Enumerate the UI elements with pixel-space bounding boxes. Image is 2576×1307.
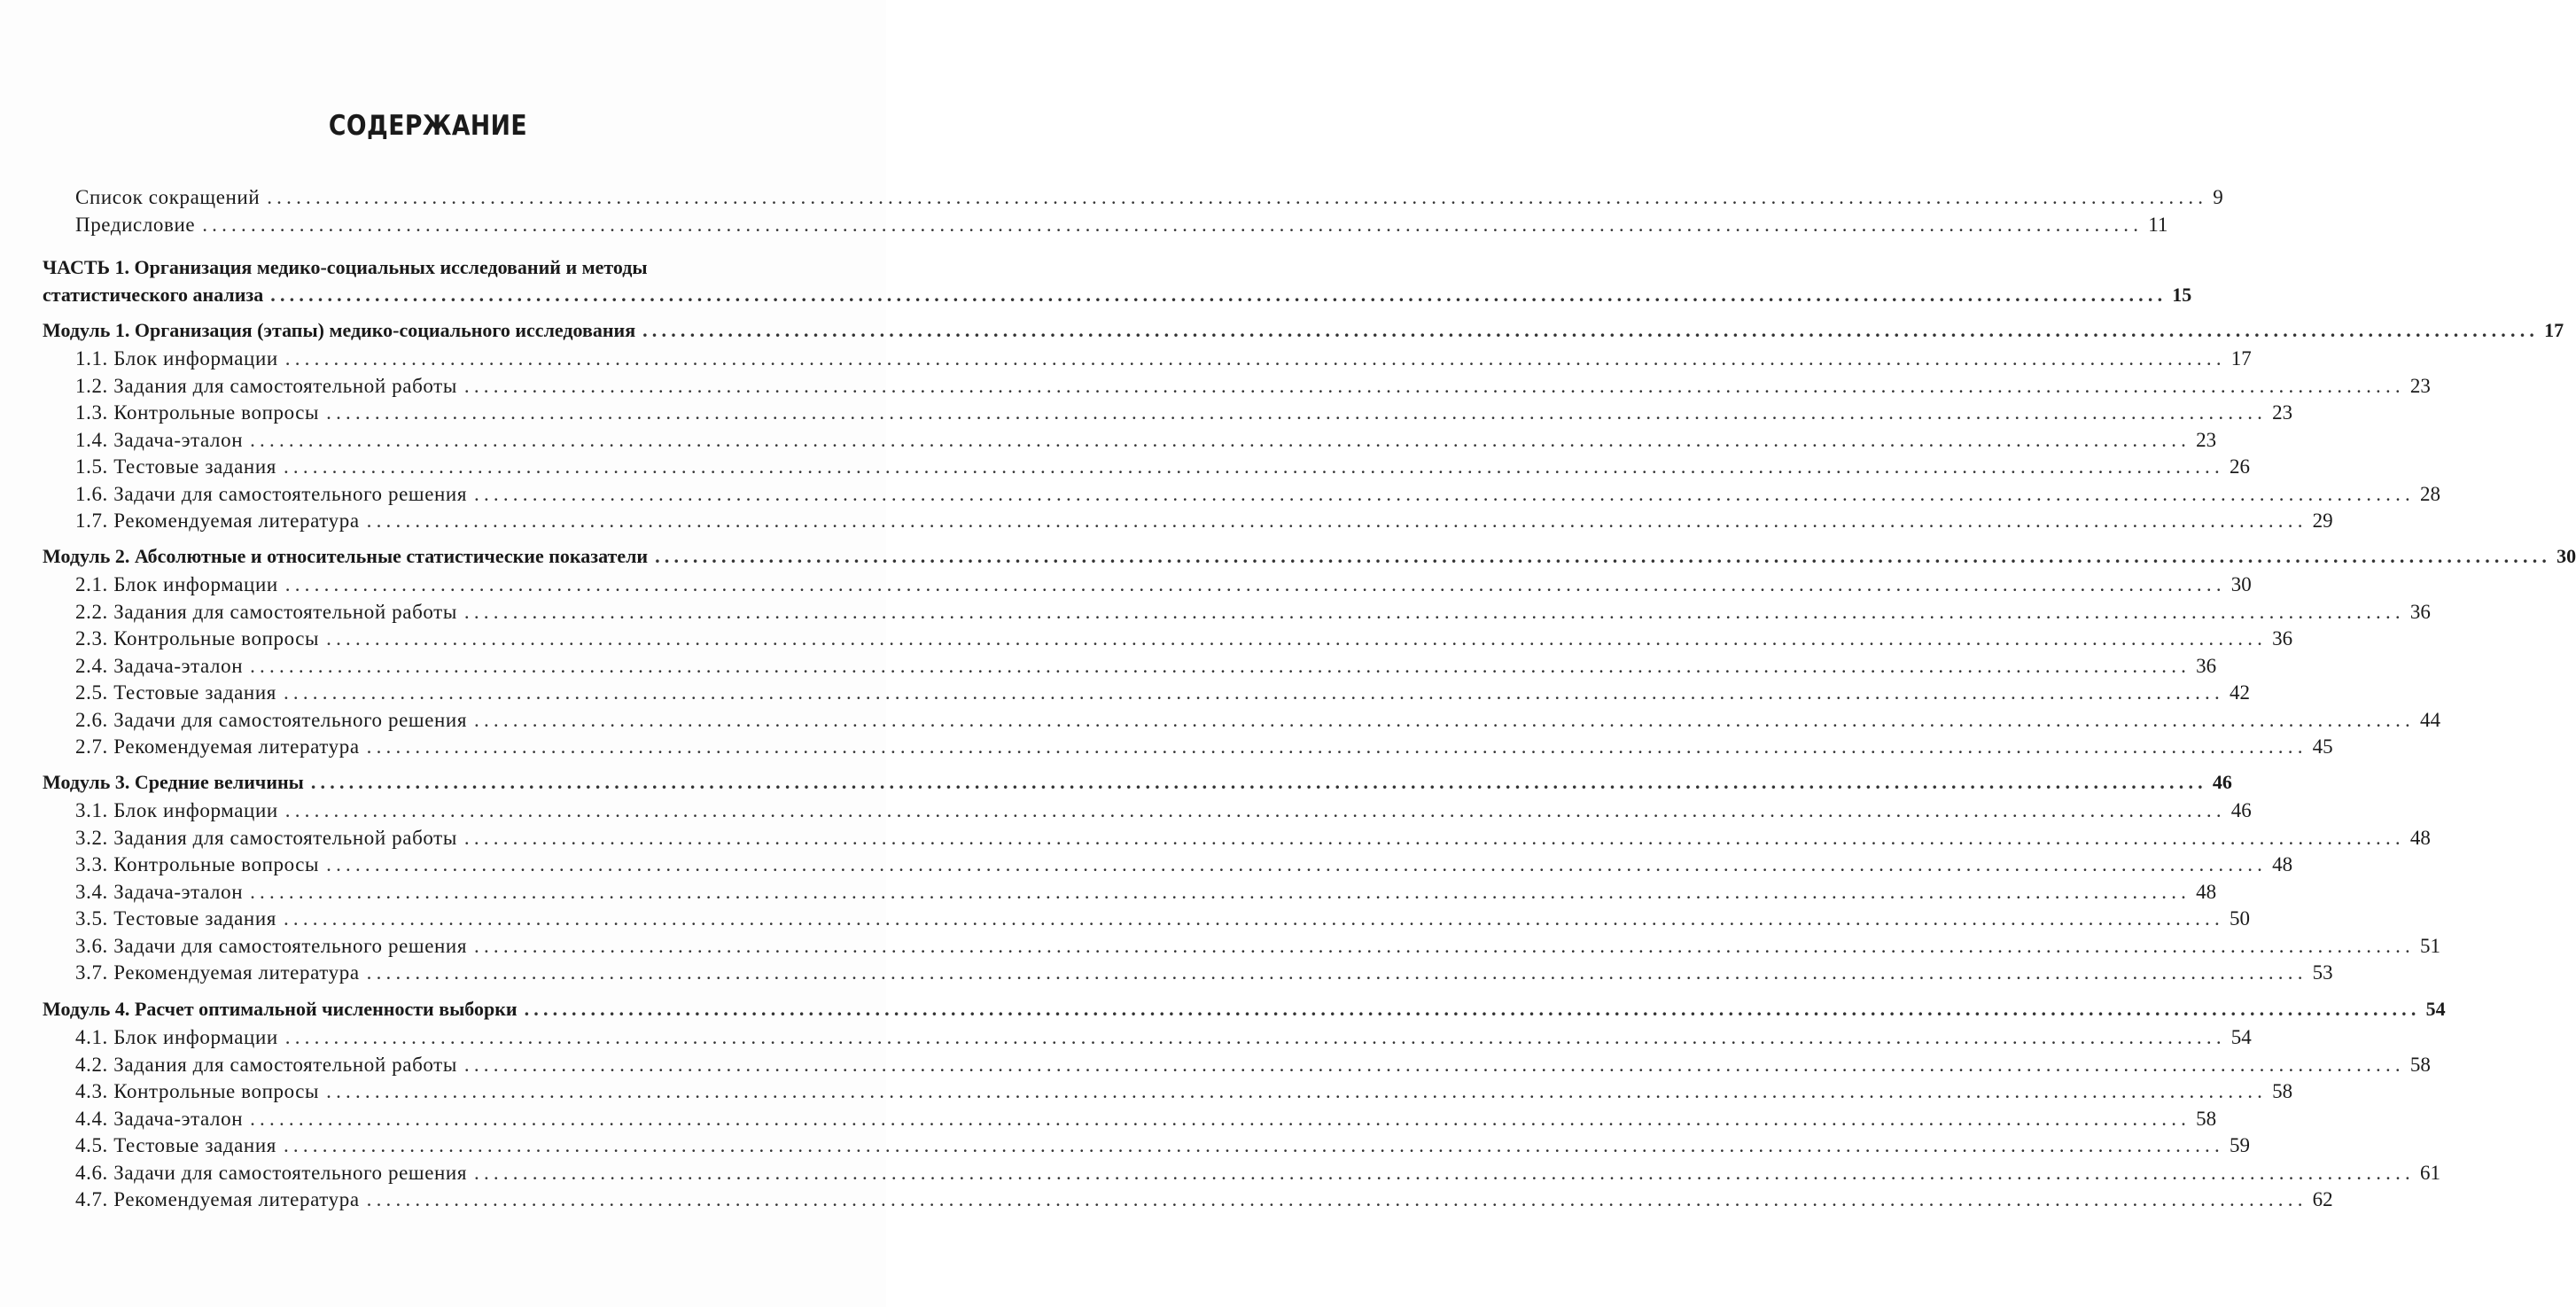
toc-page-number: 54 bbox=[2230, 1026, 2252, 1048]
toc-entry-section[interactable] bbox=[75, 573, 2252, 596]
toc-page-number: 28 bbox=[2420, 483, 2440, 505]
dot-leader: ........................................................................................................................................................................................................ bbox=[366, 510, 2308, 532]
toc-page-number: 23 bbox=[2196, 429, 2217, 451]
dot-leader: ........................................................................................................................................................................................................ bbox=[524, 998, 2421, 1020]
toc-entry-label: Модуль 4. Расчет оптимальной численности выборки bbox=[43, 998, 518, 1020]
toc-page-number: 54 bbox=[2425, 998, 2446, 1020]
toc-entry-section[interactable] bbox=[75, 401, 2293, 424]
dot-leader: ........................................................................................................................................................................................................ bbox=[250, 655, 2191, 677]
toc-entry-label: 3.5. Тестовые задания bbox=[75, 907, 276, 930]
toc-entry-label: 4.2. Задания для самостоятельной работы bbox=[75, 1054, 457, 1076]
toc-page-number: 59 bbox=[2229, 1134, 2250, 1156]
dot-leader: ........................................................................................................................................................................................................ bbox=[283, 455, 2224, 478]
dot-leader: ........................................................................................................................................................................................................ bbox=[366, 961, 2308, 984]
toc-entry-section[interactable] bbox=[75, 799, 2252, 822]
dot-leader: ........................................................................................................................................................................................................ bbox=[284, 573, 2226, 595]
toc-entry-label: Модуль 2. Абсолютные и относительные статистические показатели bbox=[43, 545, 649, 567]
dot-leader: ........................................................................................................................................................................................................ bbox=[463, 601, 2405, 623]
toc-page-number: 48 bbox=[2272, 853, 2293, 875]
toc-page-number: 46 bbox=[2212, 771, 2232, 793]
toc-page-number: 62 bbox=[2312, 1188, 2333, 1210]
toc-page-number: 48 bbox=[2409, 827, 2431, 849]
toc-entry-section[interactable] bbox=[75, 627, 2293, 650]
toc-entry-label: 2.3. Контрольные вопросы bbox=[75, 627, 320, 650]
toc-entry-section[interactable] bbox=[75, 455, 2250, 478]
toc-page-number: 48 bbox=[2196, 881, 2217, 903]
toc-entry-section[interactable] bbox=[75, 1134, 2250, 1157]
dot-leader: ........................................................................................................................................................................................................ bbox=[326, 853, 2268, 875]
toc-entry-section[interactable] bbox=[75, 735, 2333, 759]
part-heading-line1: ЧАСТЬ 1. Организация медико-социальных исследований и методы bbox=[43, 256, 648, 278]
toc-entry-label: 3.4. Задача-эталон bbox=[75, 881, 244, 903]
toc-entry-section[interactable] bbox=[75, 935, 2440, 958]
toc-entry-label: Список сокращений bbox=[75, 186, 261, 208]
toc-page-number: 36 bbox=[2272, 627, 2293, 650]
toc-entry-label: Предисловие bbox=[75, 214, 196, 236]
toc-entry-label: Модуль 3. Средние величины bbox=[43, 771, 304, 793]
toc-entry-label: 2.6. Задачи для самостоятельного решения bbox=[75, 709, 467, 731]
toc-entry-section[interactable] bbox=[75, 1026, 2252, 1049]
toc-entry-module-2[interactable] bbox=[43, 545, 2576, 568]
dot-leader: ........................................................................................................................................................................................................ bbox=[642, 319, 2540, 341]
toc-entry-module-3[interactable] bbox=[43, 771, 2232, 794]
dot-leader: ........................................................................................................................................................................................................ bbox=[267, 186, 2208, 208]
dot-leader: ........................................................................................................................................................................................................ bbox=[283, 907, 2224, 930]
toc-page-number: 51 bbox=[2420, 935, 2440, 957]
toc-entry-section[interactable] bbox=[75, 1108, 2217, 1131]
toc-entry-section[interactable] bbox=[75, 961, 2333, 984]
toc-entry-section[interactable] bbox=[75, 709, 2440, 732]
toc-entry-label: 1.5. Тестовые задания bbox=[75, 455, 276, 478]
dot-leader: ........................................................................................................................................................................................................ bbox=[474, 935, 2415, 957]
toc-entry-label: 1.2. Задания для самостоятельной работы bbox=[75, 375, 457, 397]
toc-entry-label: 4.7. Рекомендуемая литература bbox=[75, 1188, 360, 1210]
toc-page-number: 46 bbox=[2230, 799, 2252, 821]
toc-entry-label: 2.7. Рекомендуемая литература bbox=[75, 735, 360, 758]
dot-leader: ........................................................................................................................................................................................................ bbox=[250, 881, 2191, 903]
toc-entry-section[interactable] bbox=[75, 347, 2252, 370]
dot-leader: ........................................................................................................................................................................................................ bbox=[366, 1188, 2308, 1210]
dot-leader: ........................................................................................................................................................................................................ bbox=[202, 214, 2144, 236]
toc-entry-label: 1.3. Контрольные вопросы bbox=[75, 401, 320, 424]
dot-leader: ........................................................................................................................................................................................................ bbox=[270, 284, 2167, 306]
toc-page-number: 15 bbox=[2172, 284, 2192, 306]
toc-entry-section[interactable] bbox=[75, 827, 2431, 850]
toc-entry-abbreviations[interactable] bbox=[75, 186, 2223, 209]
toc-page-number: 36 bbox=[2196, 655, 2217, 677]
toc-entry-section[interactable] bbox=[75, 1054, 2431, 1077]
toc-entry-section[interactable] bbox=[75, 1162, 2440, 1185]
toc-entry-section[interactable] bbox=[75, 1080, 2293, 1103]
dot-leader: ........................................................................................................................................................................................................ bbox=[366, 735, 2308, 758]
dot-leader: ........................................................................................................................................................................................................ bbox=[463, 1054, 2405, 1076]
toc-entry-label: 4.6. Задачи для самостоятельного решения bbox=[75, 1162, 467, 1184]
toc-entry-label: 2.2. Задания для самостоятельной работы bbox=[75, 601, 457, 623]
dot-leader: ........................................................................................................................................................................................................ bbox=[474, 1162, 2415, 1184]
toc-page-number: 58 bbox=[2196, 1108, 2217, 1130]
page-title: СОДЕРЖАНИЕ bbox=[328, 110, 528, 142]
dot-leader: ........................................................................................................................................................................................................ bbox=[474, 483, 2415, 505]
toc-entry-section[interactable] bbox=[75, 681, 2250, 704]
dot-leader: ........................................................................................................................................................................................................ bbox=[474, 709, 2415, 731]
toc-entry-label: 4.1. Блок информации bbox=[75, 1026, 278, 1048]
toc-entry-section[interactable] bbox=[75, 907, 2250, 930]
toc-entry-section[interactable] bbox=[75, 601, 2431, 624]
dot-leader: ........................................................................................................................................................................................................ bbox=[250, 429, 2191, 451]
toc-entry-label: 2.1. Блок информации bbox=[75, 573, 278, 595]
dot-leader: ........................................................................................................................................................................................................ bbox=[283, 681, 2224, 704]
toc-entry-module-1[interactable] bbox=[43, 319, 2564, 342]
toc-page-number: 30 bbox=[2557, 545, 2576, 567]
dot-leader: ........................................................................................................................................................................................................ bbox=[284, 799, 2226, 821]
toc-page-number: 17 bbox=[2544, 319, 2564, 341]
dot-leader: ........................................................................................................................................................................................................ bbox=[326, 627, 2268, 650]
toc-page-number: 26 bbox=[2229, 455, 2250, 478]
toc-page-number: 17 bbox=[2230, 347, 2252, 370]
toc-page-number: 45 bbox=[2312, 735, 2333, 758]
dot-leader: ........................................................................................................................................................................................................ bbox=[283, 1134, 2224, 1156]
toc-entry-section[interactable] bbox=[75, 881, 2217, 904]
toc-page-number: 53 bbox=[2312, 961, 2333, 984]
dot-leader: ........................................................................................................................................................................................................ bbox=[284, 1026, 2226, 1048]
toc-entry-section[interactable] bbox=[75, 483, 2440, 506]
toc-entry-label: 1.1. Блок информации bbox=[75, 347, 278, 370]
toc-page-number: 61 bbox=[2420, 1162, 2440, 1184]
toc-entry-label: 3.3. Контрольные вопросы bbox=[75, 853, 320, 875]
toc-page-number: 36 bbox=[2409, 601, 2431, 623]
toc-entry-preface[interactable] bbox=[75, 214, 2168, 237]
toc-entry-label: 3.6. Задачи для самостоятельного решения bbox=[75, 935, 467, 957]
toc-page-number: 29 bbox=[2312, 510, 2333, 532]
toc-entry-part-1[interactable] bbox=[43, 284, 2192, 307]
toc-page-number: 50 bbox=[2229, 907, 2250, 930]
toc-page-number: 11 bbox=[2148, 214, 2168, 236]
dot-leader: ........................................................................................................................................................................................................ bbox=[326, 1080, 2268, 1102]
toc-entry-label: 4.5. Тестовые задания bbox=[75, 1134, 276, 1156]
toc-entry-label: 2.4. Задача-эталон bbox=[75, 655, 244, 677]
dot-leader: ........................................................................................................................................................................................................ bbox=[250, 1108, 2191, 1130]
dot-leader: ........................................................................................................................................................................................................ bbox=[463, 375, 2405, 397]
toc-entry-label: 1.7. Рекомендуемая литература bbox=[75, 510, 360, 532]
toc-page-number: 58 bbox=[2409, 1054, 2431, 1076]
toc-entry-section[interactable] bbox=[75, 655, 2217, 678]
dot-leader: ........................................................................................................................................................................................................ bbox=[284, 347, 2226, 370]
toc-entry-section[interactable] bbox=[75, 429, 2217, 452]
toc-entry-module-4[interactable] bbox=[43, 998, 2446, 1021]
toc-entry-label: 3.7. Рекомендуемая литература bbox=[75, 961, 360, 984]
toc-entry-label: 1.6. Задачи для самостоятельного решения bbox=[75, 483, 467, 505]
toc-page-number: 58 bbox=[2272, 1080, 2293, 1102]
dot-leader: ........................................................................................................................................................................................................ bbox=[463, 827, 2405, 849]
toc-page-number: 23 bbox=[2409, 375, 2431, 397]
toc-page-number: 9 bbox=[2213, 186, 2223, 208]
toc-entry-section[interactable] bbox=[75, 375, 2431, 398]
toc-entry-section[interactable] bbox=[75, 1188, 2333, 1211]
dot-leader: ........................................................................................................................................................................................................ bbox=[326, 401, 2268, 424]
dot-leader: ........................................................................................................................................................................................................ bbox=[655, 545, 2552, 567]
toc-entry-section[interactable] bbox=[75, 510, 2333, 533]
toc-page-number: 30 bbox=[2230, 573, 2252, 595]
toc-entry-label: 3.2. Задания для самостоятельной работы bbox=[75, 827, 457, 849]
dot-leader: ........................................................................................................................................................................................................ bbox=[310, 771, 2207, 793]
toc-entry-section[interactable] bbox=[75, 853, 2293, 876]
toc-page-number: 42 bbox=[2229, 681, 2250, 704]
toc-entry-label: 3.1. Блок информации bbox=[75, 799, 278, 821]
toc-entry-label: 1.4. Задача-эталон bbox=[75, 429, 244, 451]
toc-entry-label: Модуль 1. Организация (этапы) медико-социального исследования bbox=[43, 319, 636, 341]
toc-page-number: 23 bbox=[2272, 401, 2293, 424]
toc-entry-label: статистического анализа bbox=[43, 284, 264, 306]
toc-entry-label: 4.4. Задача-эталон bbox=[75, 1108, 244, 1130]
toc-entry-label: 2.5. Тестовые задания bbox=[75, 681, 276, 704]
toc-page-number: 44 bbox=[2420, 709, 2440, 731]
toc-entry-label: 4.3. Контрольные вопросы bbox=[75, 1080, 320, 1102]
